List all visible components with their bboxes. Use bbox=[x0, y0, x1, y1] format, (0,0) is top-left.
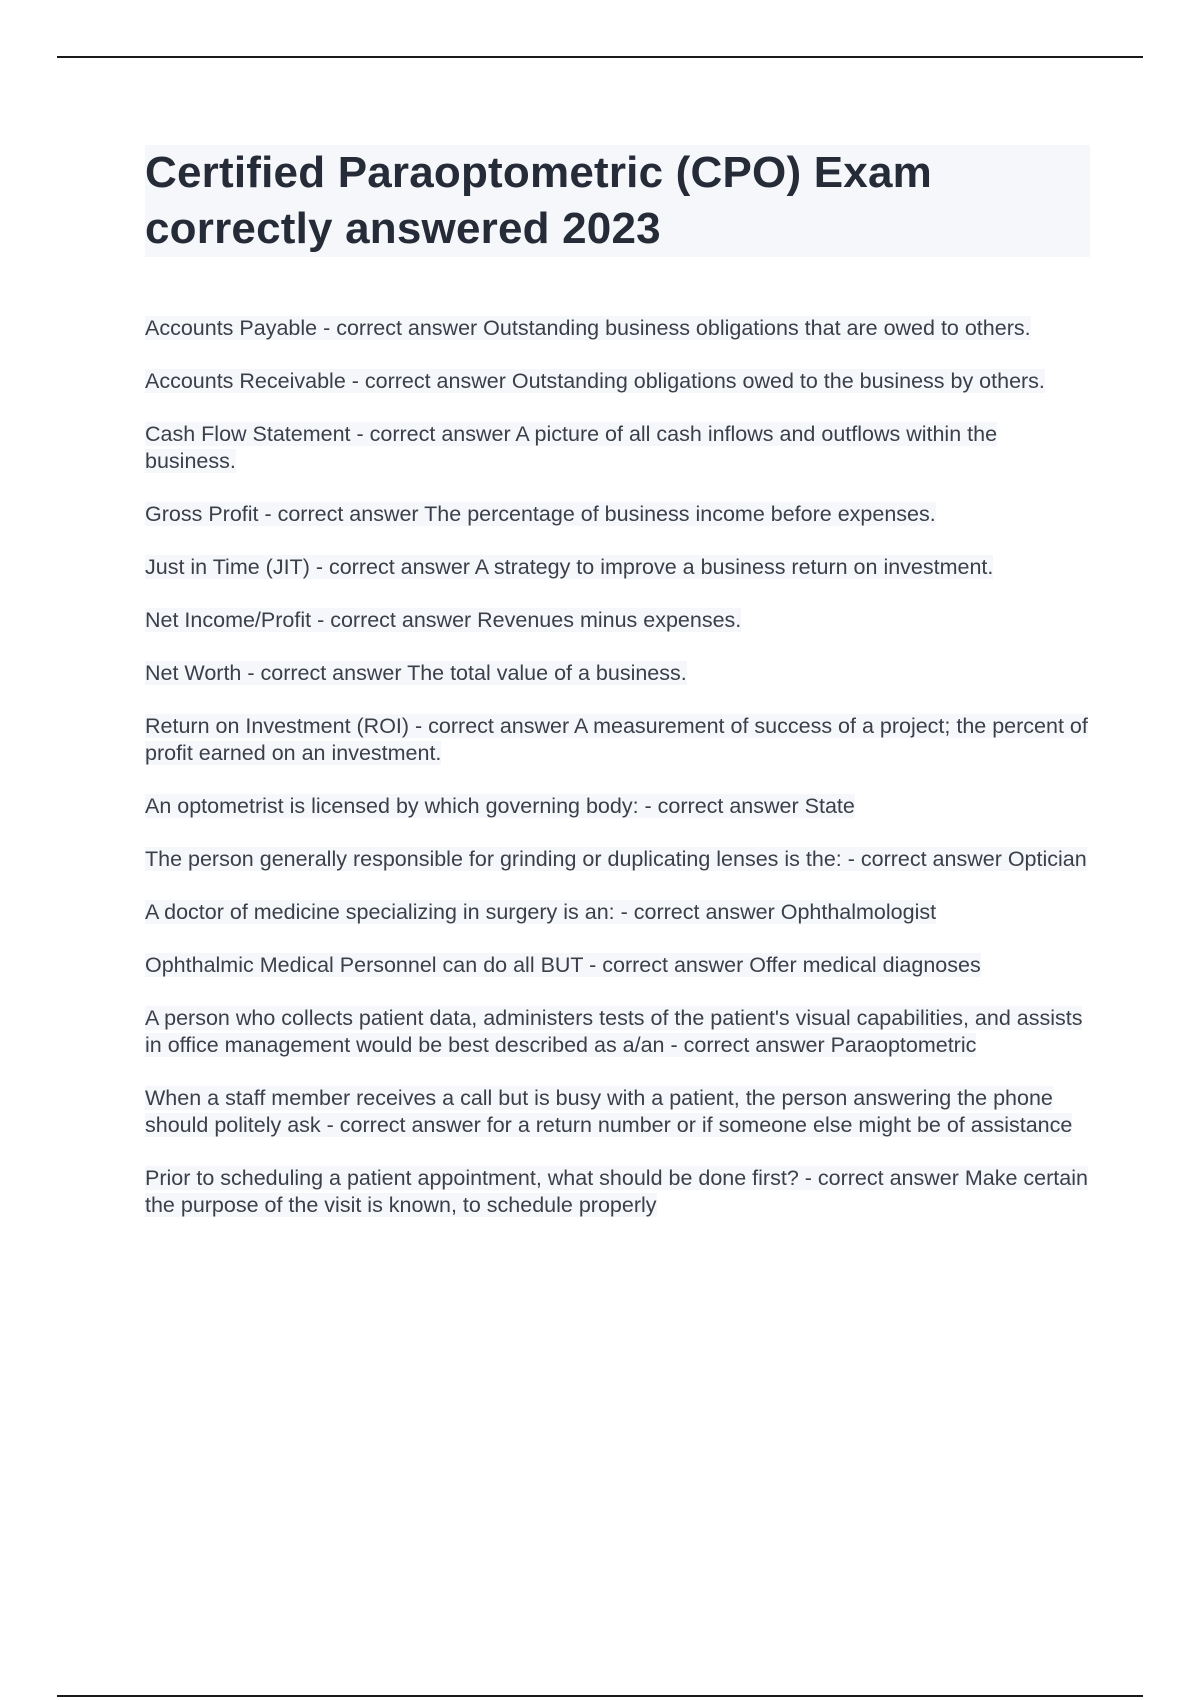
qa-item-gross-profit bbox=[145, 501, 1090, 528]
qa-text: Prior to scheduling a patient appointment, what should be done first? - correct answer Make certain the purpose of the visit is known, to schedule properly bbox=[145, 1166, 1088, 1217]
qa-item-cash-flow-statement bbox=[145, 421, 1090, 475]
qa-item-roi bbox=[145, 713, 1090, 767]
qa-text: Just in Time (JIT) - correct answer A strategy to improve a business return on investment. bbox=[145, 555, 994, 579]
bottom-divider bbox=[57, 1695, 1143, 1697]
title-block bbox=[145, 145, 1090, 257]
qa-item-optometrist-licensing bbox=[145, 793, 1090, 820]
qa-text: Return on Investment (ROI) - correct answer A measurement of success of a project; the percent of profit earned on an investment. bbox=[145, 714, 1088, 765]
qa-text: Net Worth - correct answer The total value of a business. bbox=[145, 661, 687, 685]
qa-text: When a staff member receives a call but is busy with a patient, the person answering the phone should politely ask - correct answer for a return number or if someone else might be of assistance bbox=[145, 1086, 1073, 1137]
qa-text: Accounts Payable - correct answer Outstanding business obligations that are owed to others. bbox=[145, 316, 1031, 340]
qa-item-net-worth bbox=[145, 660, 1090, 687]
qa-item-ophthalmic-personnel bbox=[145, 952, 1090, 979]
qa-text: An optometrist is licensed by which governing body: - correct answer State bbox=[145, 794, 855, 818]
qa-text: A person who collects patient data, administers tests of the patient's visual capabilities, and assists in office management would be best described as a/an - correct answer Paraoptometric bbox=[145, 1006, 1083, 1057]
qa-item-scheduling bbox=[145, 1165, 1090, 1219]
qa-item-ophthalmologist bbox=[145, 899, 1090, 926]
qa-text: A doctor of medicine specializing in surgery is an: - correct answer Ophthalmologist bbox=[145, 900, 937, 924]
qa-list bbox=[145, 315, 1090, 1219]
qa-text: Gross Profit - correct answer The percentage of business income before expenses. bbox=[145, 502, 936, 526]
qa-item-accounts-receivable bbox=[145, 368, 1090, 395]
qa-text: Ophthalmic Medical Personnel can do all BUT - correct answer Offer medical diagnoses bbox=[145, 953, 981, 977]
qa-text: The person generally responsible for grinding or duplicating lenses is the: - correct answer Optician bbox=[145, 847, 1087, 871]
top-divider bbox=[57, 56, 1143, 58]
qa-item-just-in-time bbox=[145, 554, 1090, 581]
qa-text: Accounts Receivable - correct answer Outstanding obligations owed to the business by others. bbox=[145, 369, 1045, 393]
document-title: Certified Paraoptometric (CPO) Exam correctly answered 2023 bbox=[145, 148, 932, 253]
document-page bbox=[145, 145, 1090, 1245]
qa-item-accounts-payable bbox=[145, 315, 1090, 342]
qa-text: Net Income/Profit - correct answer Revenues minus expenses. bbox=[145, 608, 742, 632]
qa-item-optician bbox=[145, 846, 1090, 873]
qa-item-paraoptometric bbox=[145, 1005, 1090, 1059]
qa-item-net-income bbox=[145, 607, 1090, 634]
qa-item-phone-etiquette bbox=[145, 1085, 1090, 1139]
qa-text: Cash Flow Statement - correct answer A picture of all cash inflows and outflows within the business. bbox=[145, 422, 998, 473]
